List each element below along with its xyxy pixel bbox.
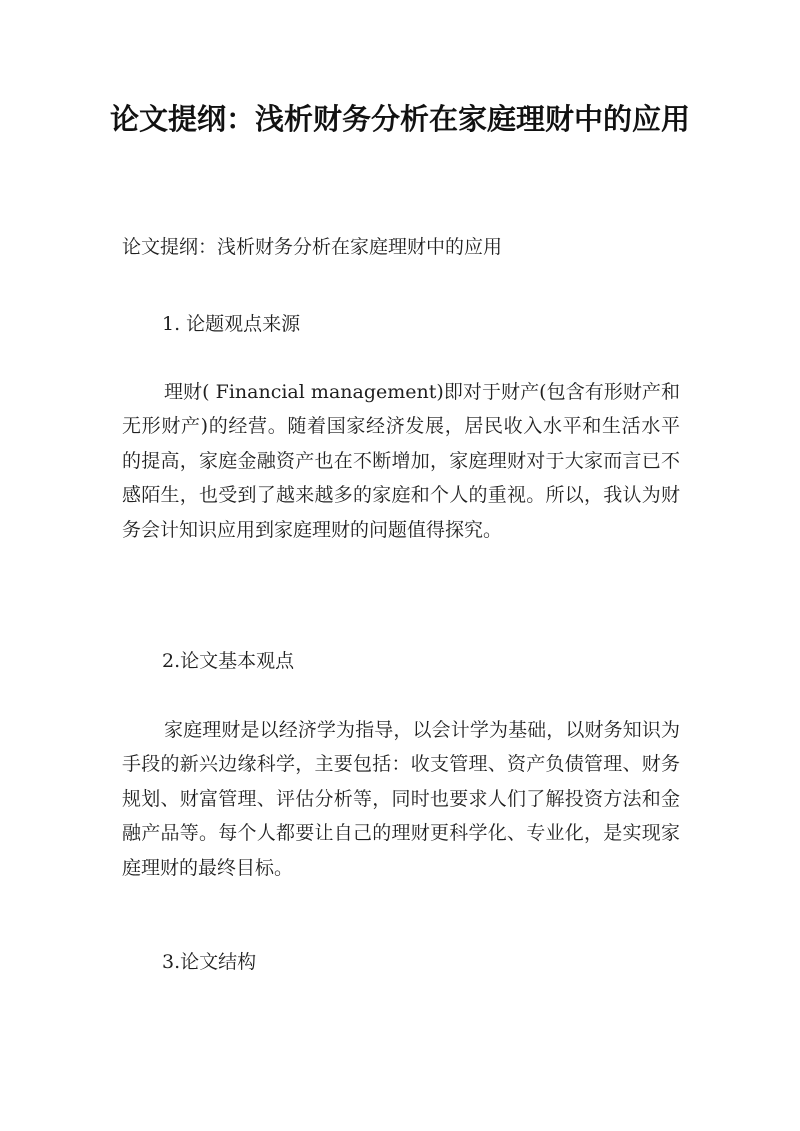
section-heading-3: 3.论文结构 bbox=[162, 951, 257, 973]
section-body-1: 理财( Financial management)即对于财产(包含有形财产和无形财产)的经营。随着国家经济发展，居民收入水平和生活水平的提高，家庭金融资产也在不断增加，家庭理财对于大家而言已不感陌生，也受到了越来越多的家庭和个人的重视。所以，我认为财务会计知识应用到家庭理财的问题值得探究。 bbox=[122, 381, 680, 541]
document-subtitle: 论文提纲：浅析财务分析在家庭理财中的应用 bbox=[122, 236, 503, 258]
document-title: 论文提纲：浅析财务分析在家庭理财中的应用 bbox=[110, 102, 691, 136]
section-body-2: 家庭理财是以经济学为指导，以会计学为基础，以财务知识为手段的新兴边缘科学，主要包括：收支管理、资产负债管理、财务规划、财富管理、评估分析等，同时也要求人们了解投资方法和金融产品等。每个人都要让自己的理财更科学化、专业化，是实现家庭理财的最终目标。 bbox=[122, 719, 680, 879]
section-heading-1: 1. 论题观点来源 bbox=[162, 313, 301, 335]
section-heading-2: 2.论文基本观点 bbox=[162, 650, 295, 672]
